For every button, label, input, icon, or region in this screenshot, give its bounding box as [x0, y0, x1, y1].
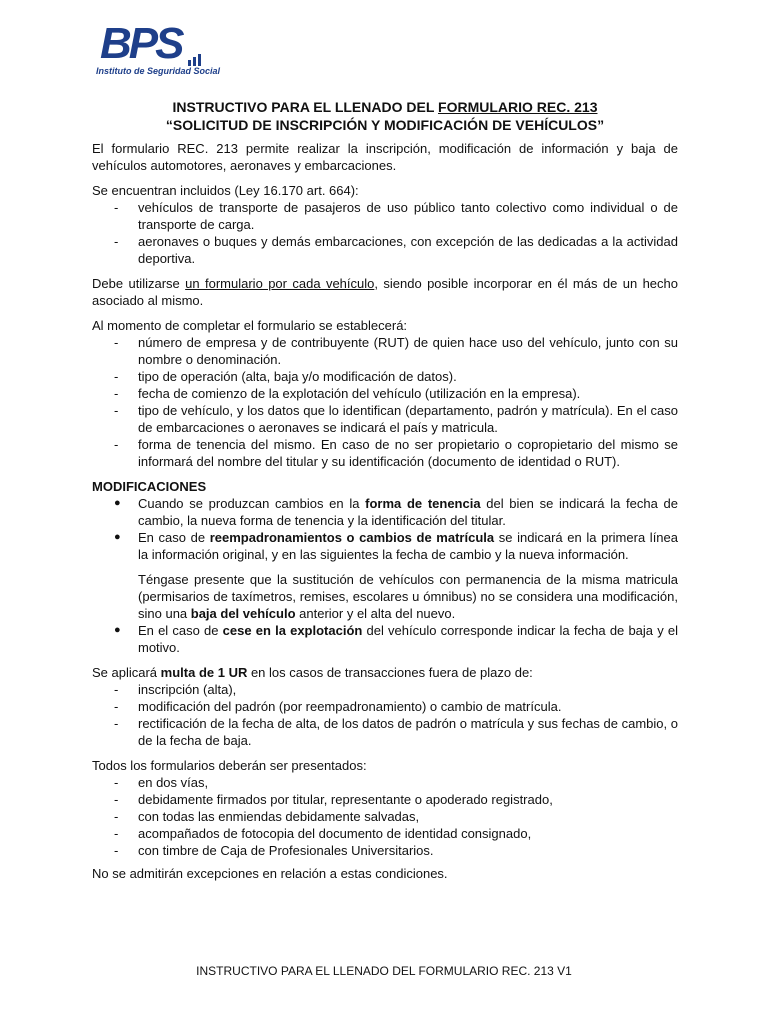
list-item: - modificación del padrón (por reempadronamiento) o cambio de matrícula. [114, 699, 562, 714]
modificaciones-list [92, 495, 678, 563]
modificaciones-heading: MODIFICACIONES [92, 479, 207, 494]
list-item: - acompañados de fotocopia del documento de identidad consignado, [114, 826, 532, 841]
title-line1-underlined: FORMULARIO REC. 213 [438, 99, 598, 115]
one-form-underlined: un formulario por cada vehículo [185, 276, 375, 291]
present-list [92, 774, 678, 859]
list-item: ● Cuando se produzcan cambios en la forma de tenencia del bien se indicará la fecha de cambio, la nueva forma de tenencia y la identificación del titular. [114, 496, 678, 528]
document-title [92, 98, 678, 116]
list-item: ● En caso de reempadronamientos o cambios de matrícula se indicará en la primera línea la información original, y en las siguientes la fecha de cambio y la nueva información. [114, 530, 678, 562]
list-item: ● En el caso de cese en la explotación del vehículo corresponde indicar la fecha de baja y el motivo. [114, 623, 678, 655]
multa-paragraph: Se aplicará multa de 1 UR en los casos de transacciones fuera de plazo de: [92, 665, 533, 680]
logo-text: BPS [100, 19, 182, 68]
logo-tagline: Instituto de Seguridad Social [96, 66, 221, 76]
establish-list [92, 334, 678, 470]
closing-paragraph: No se admitirán excepciones en relación a estas condiciones. [92, 866, 448, 881]
title-line1-pre: INSTRUCTIVO PARA EL LLENADO DEL [172, 99, 439, 115]
page-footer: INSTRUCTIVO PARA EL LLENADO DEL FORMULARIO REC. 213 V1 [196, 964, 572, 978]
list-item: - tipo de vehículo, y los datos que lo identifican (departamento, padrón y matrícula). En el caso de embarcaciones o aeronaves se indicará el país y matricula. [114, 403, 678, 435]
list-item: - debidamente firmados por titular, representante o apoderado registrado, [114, 792, 553, 807]
list-item: - vehículos de transporte de pasajeros de uso público tanto colectivo como individual o de transporte de carga. [114, 200, 678, 232]
included-list [92, 199, 678, 267]
list-item: - inscripción (alta), [114, 682, 237, 697]
list-item: - en dos vías, [114, 775, 209, 790]
bps-logo [96, 18, 226, 80]
document-body [92, 98, 678, 882]
document-subtitle: “SOLICITUD DE INSCRIPCIÓN Y MODIFICACIÓN DE VEHÍCULOS” [165, 117, 605, 133]
modification-note: Téngase presente que la sustitución de vehículos con permanencia de la misma matricula (permisarios de taxímetros, remises, escolares u ómnibus) no se considera una modificación, sino una baja del vehículo anterior y el alta del nuevo. [138, 572, 678, 621]
list-item: - rectificación de la fecha de alta, de los datos de padrón o matrícula y sus fechas de cambio, o de la fecha de baja. [114, 716, 678, 748]
one-form-paragraph: Debe utilizarse un formulario por cada vehículo, siendo posible incorporar en él más de un hecho asociado al mismo. [92, 276, 678, 308]
multa-list [92, 681, 678, 749]
included-heading: Se encuentran incluidos (Ley 16.170 art. 664): [92, 183, 359, 198]
modificaciones-list-2 [92, 622, 678, 656]
intro-paragraph: El formulario REC. 213 permite realizar la inscripción, modificación de información y baja de vehículos automotores, aeronaves y embarcaciones. [92, 141, 678, 173]
present-heading: Todos los formularios deberán ser presentados: [92, 758, 367, 773]
list-item: - número de empresa y de contribuyente (RUT) de quien hace uso del vehículo, junto con su nombre o denominación. [114, 335, 678, 367]
list-item: - tipo de operación (alta, baja y/o modificación de datos). [114, 369, 457, 384]
list-item: - forma de tenencia del mismo. En caso de no ser propietario o copropietario del mismo se informará del nombre del titular y su identificación (documento de identidad o RUT). [114, 437, 678, 469]
list-item: - fecha de comienzo de la explotación del vehículo (utilización en la empresa). [114, 386, 581, 401]
establish-heading: Al momento de completar el formulario se establecerá: [92, 318, 408, 333]
list-item: - aeronaves o buques y demás embarcaciones, con excepción de las dedicadas a la actividad deportiva. [114, 234, 678, 266]
list-item: - con todas las enmiendas debidamente salvadas, [114, 809, 420, 824]
list-item: - con timbre de Caja de Profesionales Universitarios. [114, 843, 434, 858]
